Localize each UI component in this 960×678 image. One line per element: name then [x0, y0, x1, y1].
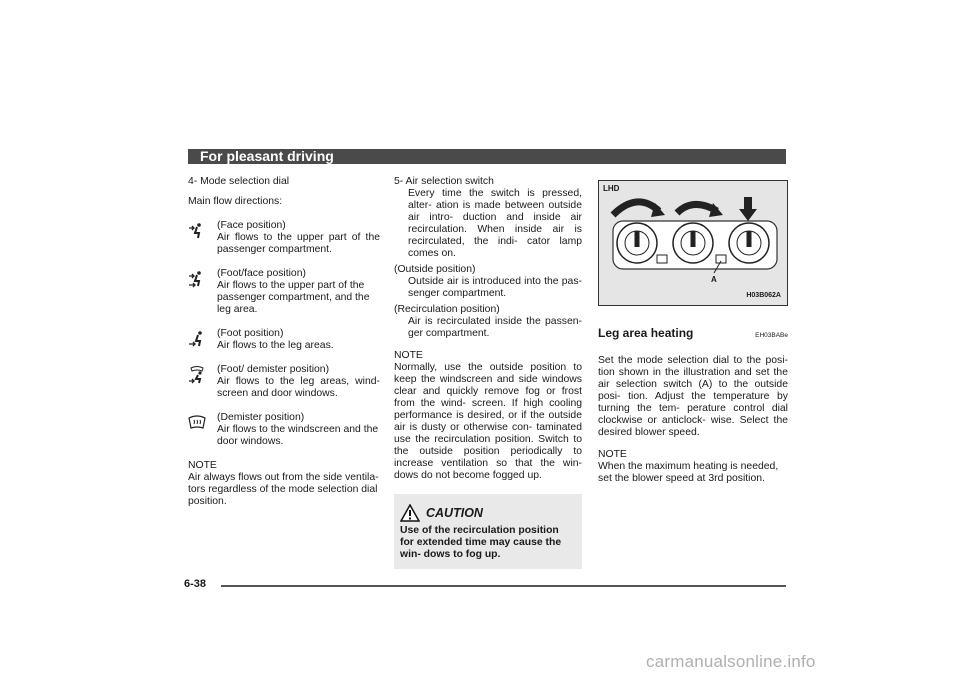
- mode-description: Air flows to the upper part of the passenger compartment.: [217, 232, 380, 255]
- mode-foot-face: [188, 268, 380, 316]
- note-text: When the maximum heating is needed, set the blower speed at 3rd position.: [598, 461, 779, 484]
- control-panel-illustration: [598, 180, 788, 306]
- recirculation-position-text: Air is recirculated inside the passen- ger compartment.: [408, 316, 582, 339]
- note-label: NOTE: [394, 350, 423, 361]
- mode-foot-demister: [188, 364, 380, 400]
- figure-code: H03B062A: [746, 292, 781, 299]
- page-number: 6-38: [184, 578, 207, 590]
- air-selection-heading: 5- Air selection switch: [394, 176, 494, 187]
- mode-name: (Face position): [217, 220, 286, 231]
- section-code: EH03BABe: [755, 332, 788, 339]
- mode-demister: [188, 412, 380, 448]
- mode-face: [188, 220, 380, 256]
- right-column: [598, 180, 788, 485]
- flow-directions-subheading: Main flow directions:: [188, 196, 283, 207]
- watermark: carmanualsonline.info: [646, 652, 816, 671]
- outside-position-text: Outside air is introduced into the pas- senger compartment.: [408, 276, 582, 299]
- mode-name: (Demister position): [217, 412, 305, 423]
- left-column: [188, 176, 380, 508]
- mode-description: Air flows to the windscreen and the door windows.: [217, 424, 379, 447]
- mode-dial-heading: 4- Mode selection dial: [188, 176, 290, 187]
- demister-icon: [188, 414, 206, 432]
- caution-box: [394, 494, 582, 569]
- section-heading-row: [598, 327, 788, 342]
- mode-description: Air flows to the leg areas.: [217, 340, 334, 351]
- mode-name: (Foot/ demister position): [217, 364, 330, 375]
- page-header-title: For pleasant driving: [200, 148, 334, 164]
- air-selection-intro: Every time the switch is pressed, alter- ation is made between outside air intro- duction and inside air recirculation. When inside air is recirculated, the indi- cator lamp comes on.: [408, 188, 582, 259]
- caution-text: Use of the recirculation position for extended time may cause the win- dows to fog up.: [400, 525, 562, 560]
- middle-column: [394, 176, 582, 569]
- mode-description: Air flows to the upper part of the passenger compartment, and the leg area.: [217, 280, 370, 315]
- section-title: Leg area heating: [598, 326, 694, 340]
- mode-name: (Foot/face position): [217, 268, 306, 279]
- foot-face-vent-icon: [188, 270, 206, 288]
- control-panel-drawing: [599, 181, 787, 305]
- caution-title: CAUTION: [426, 506, 483, 520]
- note-label: NOTE: [188, 460, 217, 471]
- mode-description: Air flows to the leg areas, wind- screen and door windows.: [217, 376, 380, 399]
- foot-vent-icon: [188, 330, 206, 348]
- note-label: NOTE: [598, 449, 627, 460]
- note-text: Air always flows out from the side ventila- tors regardless of the mode selection dial position.: [188, 472, 379, 507]
- mode-name: (Foot position): [217, 328, 284, 339]
- face-vent-icon: [188, 222, 206, 240]
- leg-heating-body: Set the mode selection dial to the posi- tion shown in the illustration and set the air selection switch (A) to the outside posi- tion. Adjust the temperature by turning the tem- perature control dial clockwise or anticlock- wise. Select the desired blower speed.: [598, 355, 788, 438]
- note-text: Normally, use the outside position to keep the windscreen and side windows clear and quickly remove fog or frost from the wind- screen. If high cooling performance is desired, or if the outside air is dusty or otherwise con- taminated use the recirculation position. Switch to the outside position periodically to increase ventilation so that the win- dows do not become fogged up.: [394, 362, 582, 481]
- warning-triangle-icon: [400, 504, 420, 522]
- figure-callout-a: A: [711, 275, 717, 284]
- foot-demister-icon: [188, 366, 206, 384]
- mode-foot: [188, 328, 380, 352]
- figure-lhd-label: LHD: [603, 184, 620, 193]
- outside-position-label: (Outside position): [394, 264, 476, 275]
- footer-rule: [221, 585, 786, 587]
- recirculation-position-label: (Recirculation position): [394, 304, 500, 315]
